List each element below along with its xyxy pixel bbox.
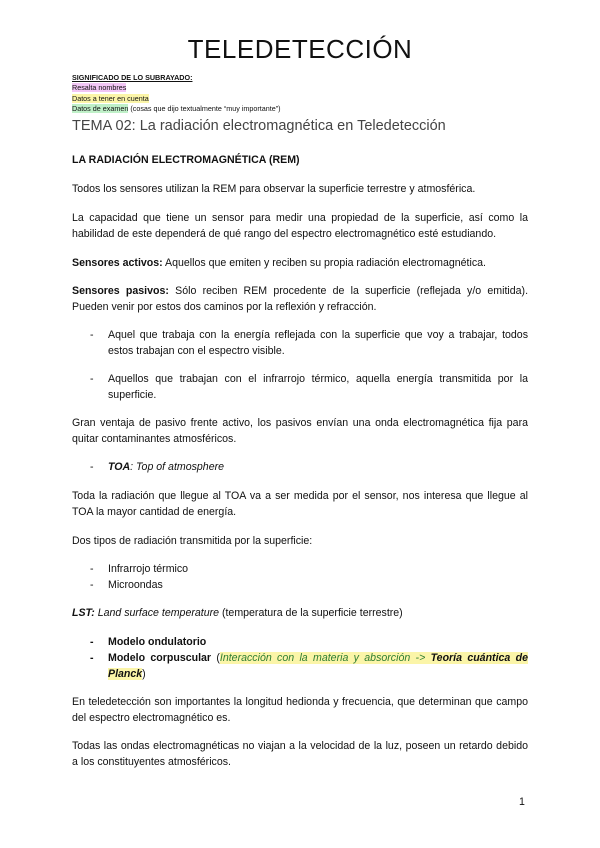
pasivos-label: Sensores pasivos: <box>72 285 169 297</box>
paragraph-capacidad: La capacidad que tiene un sensor para medir una propiedad de la superficie, así como la habilidad de este dependerá de qué rango del espectro electromagnético esté estudiando. <box>72 212 528 240</box>
lst-label: LST: <box>72 607 95 619</box>
paragraph-toa: Toda la radiación que llegue al TOA va a ser medida por el sensor, nos interesa que llegue al TOA la mayor cantidad de energía. <box>72 490 528 518</box>
list-item-reflejada: Aquel que trabaja con la energía reflejada con la superficie que voy a trabajar, todos estos trabajan con el espectro visible. <box>108 329 528 357</box>
paragraph-longitud: En teledetección son importantes la longitud hedionda y frecuencia, que determinan que campo del espectro electromagnético es. <box>72 696 528 724</box>
list-item-modelo-corpuscular <box>108 650 528 682</box>
list-item-microondas: Microondas <box>108 579 163 591</box>
paragraph-lst <box>72 605 528 621</box>
corpuscular-close: ) <box>142 668 146 680</box>
paragraph-sensores-pasivos <box>72 283 528 315</box>
list-bullet: - <box>90 636 94 648</box>
corpuscular-green: Interacción con la materia y absorción -> <box>219 652 431 664</box>
list-bullet: - <box>90 461 94 473</box>
list-item-infrarrojo: Aquellos que trabajan con el infrarrojo térmico, aquella energía transmitida por la superficie. <box>108 373 528 401</box>
paragraph-sensores-activos <box>72 255 528 271</box>
legend-item-names: Resalta nombres <box>72 83 127 93</box>
paragraph-ondas: Todas las ondas electromagnéticas no viajan a la velocidad de la luz, poseen un retardo debido a los constituyentes atmosféricos. <box>72 740 528 768</box>
toa-text: : Top of atmosphere <box>130 461 225 473</box>
list-bullet: - <box>90 579 94 591</box>
legend-item-data: Datos a tener en cuenta <box>72 93 149 103</box>
corpuscular-label: Modelo corpuscular <box>108 652 212 664</box>
activos-text: Aquellos que emiten y reciben su propia radiación electromagnética. <box>162 257 486 269</box>
list-item-modelo-ondulatorio: Modelo ondulatorio <box>108 636 207 648</box>
corpuscular-open: ( <box>211 652 220 664</box>
lst-text: (temperatura de la superficie terrestre) <box>219 607 403 619</box>
list-bullet: - <box>90 563 94 575</box>
corpuscular-bold2: Planck <box>108 668 143 680</box>
page-number: 1 <box>519 796 525 808</box>
paragraph-ventaja: Gran ventaja de pasivo frente activo, los pasivos envían una onda electromagnética fija para quitar contaminantes atmosféricos. <box>72 417 528 445</box>
list-item-toa <box>108 459 528 475</box>
legend-header: SIGNIFICADO DE LO SUBRAYADO: <box>72 73 193 82</box>
lst-italic: Land surface temperature <box>94 607 220 619</box>
activos-label: Sensores activos: <box>72 257 163 269</box>
legend-item-exam-note: (cosas que dijo textualmente “muy importante”) <box>128 104 281 114</box>
legend-item-exam: Datos de examen <box>72 104 129 114</box>
list-bullet: - <box>90 652 94 664</box>
list-item-infrarrojo-termico: Infrarrojo térmico <box>108 563 189 575</box>
highlight-legend <box>72 73 281 115</box>
document-title: TELEDETECCIÓN <box>187 34 413 64</box>
pasivos-text: Sólo reciben REM procedente de la superficie (reflejada y/o emitida). Pueden venir por estos dos caminos por la reflexión y refracción. <box>72 285 529 313</box>
paragraph-dos-tipos: Dos tipos de radiación transmitida por la superficie: <box>72 535 313 547</box>
section-heading: LA RADIACIÓN ELECTROMAGNÉTICA (REM) <box>72 154 300 166</box>
paragraph-rem: Todos los sensores utilizan la REM para observar la superficie terrestre y atmosférica. <box>72 183 476 195</box>
list-bullet: - <box>90 329 94 341</box>
corpuscular-bold1: Teoría cuántica de <box>430 652 528 664</box>
list-bullet: - <box>90 373 94 385</box>
topic-heading: TEMA 02: La radiación electromagnética en Teledetección <box>72 118 446 134</box>
toa-label: TOA <box>108 461 131 473</box>
